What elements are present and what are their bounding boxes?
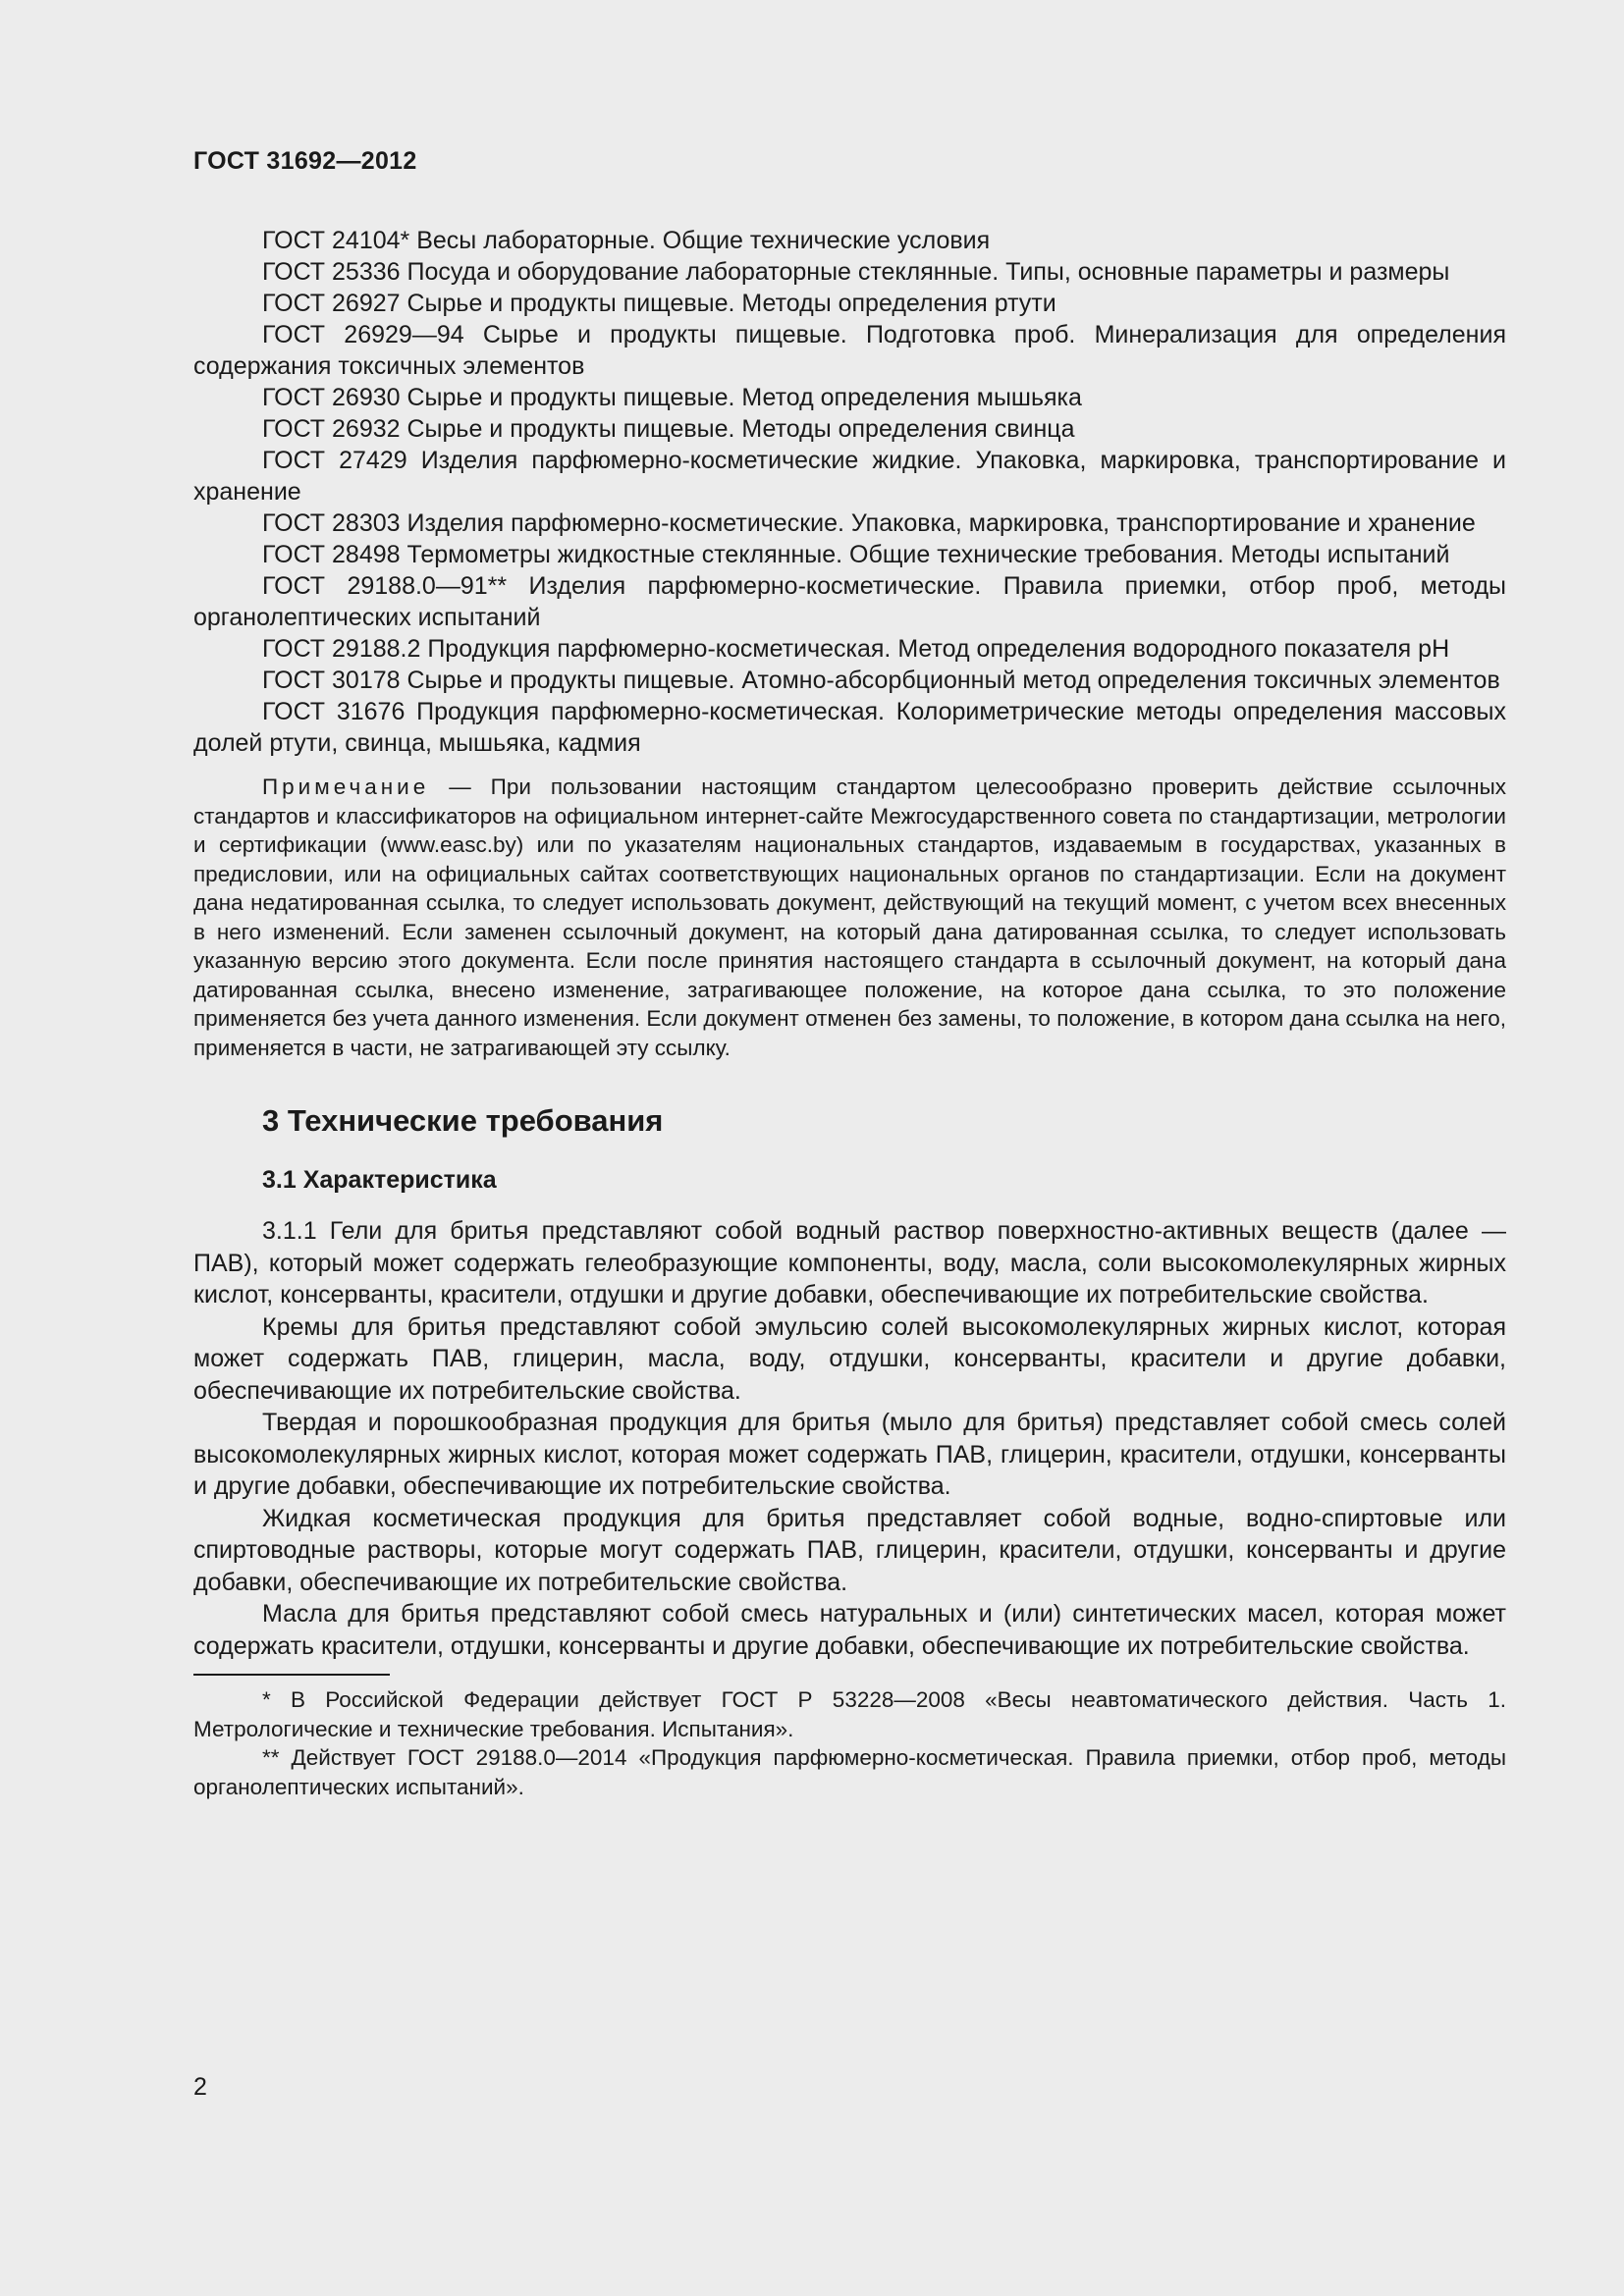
footnote: ** Действует ГОСТ 29188.0—2014 «Продукция парфюмерно-косметическая. Правила приемки, отбор проб, методы органолептических испытаний». <box>193 1745 1506 1799</box>
reference-title: Сырье и продукты пищевые. Атомно-абсорбционный метод определения токсичных элементов <box>400 667 1500 694</box>
section-paragraph: 3.1.1 Гели для бритья представляют собой водный раствор поверхностно-активных веществ (далее — ПАВ), который может содержать гелеобразующие компоненты, воду, масла, соли высокомолекулярных жирных кислот, консерванты, красители, отдушки и другие добавки, обеспечивающие их потребительские свойства. <box>193 1217 1506 1308</box>
reference-id: ГОСТ 29188.0—91** <box>262 572 508 600</box>
reference-title: Изделия парфюмерно-косметические жидкие. Упаковка, маркировка, транспортирование и хранение <box>193 447 1506 506</box>
section-paragraph: Кремы для бритья представляют собой эмульсию солей высокомолекулярных жирных кислот, которая может содержать ПАВ, глицерин, масла, воду, отдушки, консерванты, красители и другие добавки, обеспечивающие их потребительские свойства. <box>193 1312 1506 1405</box>
reference-item <box>193 413 1506 445</box>
reference-title: Весы лабораторные. Общие технические условия <box>409 227 991 254</box>
page-number: 2 <box>193 2073 207 2101</box>
reference-id: ГОСТ 30178 <box>262 667 401 694</box>
reference-item <box>193 570 1506 633</box>
reference-title: Сырье и продукты пищевые. Метод определения мышьяка <box>400 384 1082 411</box>
reference-item <box>193 225 1506 256</box>
reference-id: ГОСТ 24104* <box>262 227 410 254</box>
reference-item <box>193 445 1506 507</box>
reference-id: ГОСТ 29188.2 <box>262 635 421 663</box>
references-note <box>193 773 1506 1062</box>
reference-id: ГОСТ 26929—94 <box>262 321 464 348</box>
reference-item <box>193 633 1506 665</box>
section-paragraph: Твердая и порошкообразная продукция для бритья (мыло для бритья) представляет собой смесь солей высокомолекулярных жирных кислот, которая может содержать ПАВ, глицерин, красители, отдушки, консерванты и другие добавки, обеспечивающие их потребительские свойства. <box>193 1409 1506 1500</box>
reference-item <box>193 665 1506 696</box>
page-content <box>193 225 1506 1801</box>
reference-id: ГОСТ 26927 <box>262 290 401 317</box>
reference-item <box>193 696 1506 759</box>
reference-id: ГОСТ 31676 <box>262 698 406 725</box>
reference-id: ГОСТ 28498 <box>262 541 401 568</box>
reference-title: Термометры жидкостные стеклянные. Общие технические требования. Методы испытаний <box>400 541 1450 568</box>
footnote-separator <box>193 1674 390 1676</box>
reference-id: ГОСТ 26930 <box>262 384 401 411</box>
reference-item <box>193 319 1506 382</box>
note-text: — При пользовании настоящим стандартом целесообразно проверить действие ссылочных стандартов и классификаторов на официальном интернет-сайте Межгосударственного совета по стандартизации, метрологии и сертификации (www.easc.by) или по указателям национальных стандартов, издаваемым в государствах, указанных в предисловии, или на официальных сайтах соответствующих национальных органов по стандартизации. Если на документ дана недатированная ссылка, то следует использовать документ, действующий на текущий момент, с учетом всех внесенных в него изменений. Если заменен ссылочный документ, на который дана датированная ссылка, то следует использовать указанную версию этого документа. Если после принятия настоящего стандарта в ссылочный документ, на который дана датированная ссылка, внесено изменение, затрагивающее положение, на которое дана ссылка, то это положение применяется без учета данного изменения. Если документ отменен без замены, то положение, в котором дана ссылка на него, применяется в части, не затрагивающей эту ссылку. <box>193 774 1506 1060</box>
reference-title: Изделия парфюмерно-косметические. Правила приемки, отбор проб, методы органолептических испытаний <box>193 572 1507 631</box>
reference-id: ГОСТ 26932 <box>262 415 401 443</box>
reference-id: ГОСТ 25336 <box>262 258 401 286</box>
reference-title: Продукция парфюмерно-косметическая. Колориметрические методы определения массовых долей ртути, свинца, мышьяка, кадмия <box>193 698 1506 757</box>
reference-item <box>193 256 1506 288</box>
normative-references-list <box>193 225 1506 759</box>
footnote: * В Российской Федерации действует ГОСТ Р 53228—2008 «Весы неавтоматического действия. Часть 1. Метрологические и технические требования. Испытания». <box>193 1687 1506 1741</box>
reference-title: Сырье и продукты пищевые. Методы определения ртути <box>400 290 1056 317</box>
reference-title: Изделия парфюмерно-косметические. Упаковка, маркировка, транспортирование и хранение <box>400 509 1476 537</box>
section-paragraph: Жидкая косметическая продукция для бритья представляет собой водные, водно-спиртовые или спиртоводные растворы, которые могут содержать ПАВ, глицерин, красители, отдушки, консерванты и другие добавки, обеспечивающие их потребительские свойства. <box>193 1504 1506 1596</box>
section-paragraph: Масла для бритья представляют собой смесь натуральных и (или) синтетических масел, которая может содержать красители, отдушки, консерванты и другие добавки, обеспечивающие их потребительские свойства. <box>193 1600 1506 1660</box>
reference-id: ГОСТ 27429 <box>262 447 407 474</box>
reference-title: Сырье и продукты пищевые. Методы определения свинца <box>400 415 1075 443</box>
document-header: ГОСТ 31692—2012 <box>193 147 417 175</box>
reference-title: Посуда и оборудование лабораторные стеклянные. Типы, основные параметры и размеры <box>400 258 1450 286</box>
reference-item <box>193 507 1506 539</box>
section-title: 3 Технические требования <box>262 1103 664 1138</box>
reference-id: ГОСТ 28303 <box>262 509 401 537</box>
note-label: Примечание <box>262 774 430 799</box>
subsection-title: 3.1 Характеристика <box>262 1166 497 1194</box>
reference-title: Продукция парфюмерно-косметическая. Метод определения водородного показателя pH <box>420 635 1450 663</box>
reference-item <box>193 288 1506 319</box>
reference-item <box>193 539 1506 570</box>
reference-item <box>193 382 1506 413</box>
reference-title: Сырье и продукты пищевые. Подготовка проб. Минерализация для определения содержания токсичных элементов <box>193 321 1506 380</box>
